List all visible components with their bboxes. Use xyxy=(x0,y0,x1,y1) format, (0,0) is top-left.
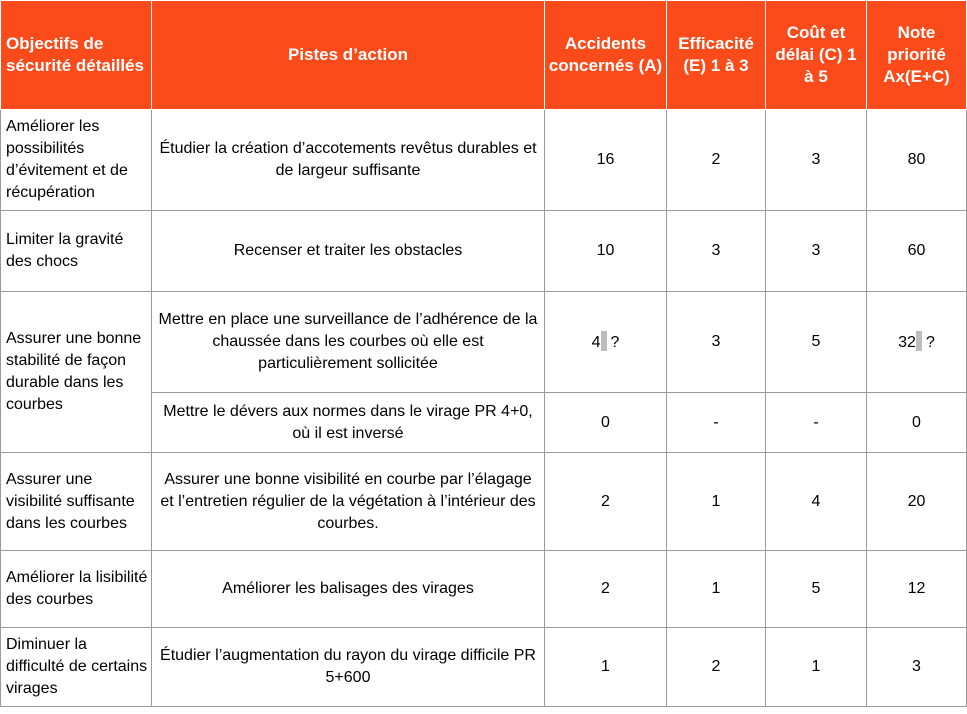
objective-cell: Limiter la gravité des chocs xyxy=(1,211,152,292)
action-cell: Étudier l’augmentation du rayon du virage difficile PR 5+600 xyxy=(152,628,545,707)
efficacite-cell: 2 xyxy=(667,628,766,707)
note-cell: 60 xyxy=(867,211,967,292)
accidents-value: 4 xyxy=(591,333,601,351)
header-accidents: Accidents concernés (A) xyxy=(545,1,667,110)
objective-cell: Améliorer les possibilités d’évitement et de récupération xyxy=(1,110,152,211)
highlight-marker xyxy=(916,331,922,351)
action-cell: Recenser et traiter les obstacles xyxy=(152,211,545,292)
table-row xyxy=(1,551,967,628)
action-cell: Assurer une bonne visibilité en courbe par l’élagage et l’entretien régulier de la végétation à l’intérieur des courbes. xyxy=(152,453,545,551)
header-pistes: Pistes d’action xyxy=(152,1,545,110)
note-cell: 80 xyxy=(867,110,967,211)
note-cell: 3 xyxy=(867,628,967,707)
action-cell: Étudier la création d’accotements revêtus durables et de largeur suffisante xyxy=(152,110,545,211)
objective-cell: Assurer une visibilité suffisante dans les courbes xyxy=(1,453,152,551)
efficacite-cell: 3 xyxy=(667,292,766,393)
table-row xyxy=(1,292,967,393)
cout-cell: 5 xyxy=(766,551,867,628)
objective-cell: Diminuer la difficulté de certains virages xyxy=(1,628,152,707)
accidents-cell xyxy=(545,292,667,393)
cout-cell: 4 xyxy=(766,453,867,551)
accidents-cell: 2 xyxy=(545,551,667,628)
note-value: 32 xyxy=(898,333,916,351)
note-cell: 0 xyxy=(867,393,967,453)
accidents-cell: 2 xyxy=(545,453,667,551)
efficacite-cell: - xyxy=(667,393,766,453)
cout-cell: 3 xyxy=(766,211,867,292)
header-note: Note priorité Ax(E+C) xyxy=(867,1,967,110)
header-efficacite: Efficacité (E) 1 à 3 xyxy=(667,1,766,110)
cout-cell: 3 xyxy=(766,110,867,211)
efficacite-cell: 3 xyxy=(667,211,766,292)
header-cout: Coût et délai (C) 1 à 5 xyxy=(766,1,867,110)
objective-cell: Assurer une bonne stabilité de façon durable dans les courbes xyxy=(1,292,152,453)
action-cell: Mettre en place une surveillance de l’adhérence de la chaussée dans les courbes où elle est particulièrement sollicitée xyxy=(152,292,545,393)
cout-cell: - xyxy=(766,393,867,453)
efficacite-cell: 1 xyxy=(667,453,766,551)
accidents-cell: 0 xyxy=(545,393,667,453)
efficacite-cell: 1 xyxy=(667,551,766,628)
header-objectifs: Objectifs de sécurité détaillés xyxy=(1,1,152,110)
table-row xyxy=(1,211,967,292)
accidents-cell: 1 xyxy=(545,628,667,707)
cout-cell: 5 xyxy=(766,292,867,393)
highlight-marker xyxy=(601,331,607,351)
note-cell xyxy=(867,292,967,393)
accidents-cell: 10 xyxy=(545,211,667,292)
action-cell: Améliorer les balisages des virages xyxy=(152,551,545,628)
uncertain-flag: ? xyxy=(610,333,620,351)
header-row xyxy=(1,1,967,110)
objective-cell: Améliorer la lisibilité des courbes xyxy=(1,551,152,628)
cout-cell: 1 xyxy=(766,628,867,707)
table-row xyxy=(1,628,967,707)
table-row xyxy=(1,453,967,551)
efficacite-cell: 2 xyxy=(667,110,766,211)
accidents-cell: 16 xyxy=(545,110,667,211)
table-row xyxy=(1,110,967,211)
note-cell: 20 xyxy=(867,453,967,551)
note-cell: 12 xyxy=(867,551,967,628)
uncertain-flag: ? xyxy=(925,333,935,351)
action-cell: Mettre le dévers aux normes dans le virage PR 4+0, où il est inversé xyxy=(152,393,545,453)
